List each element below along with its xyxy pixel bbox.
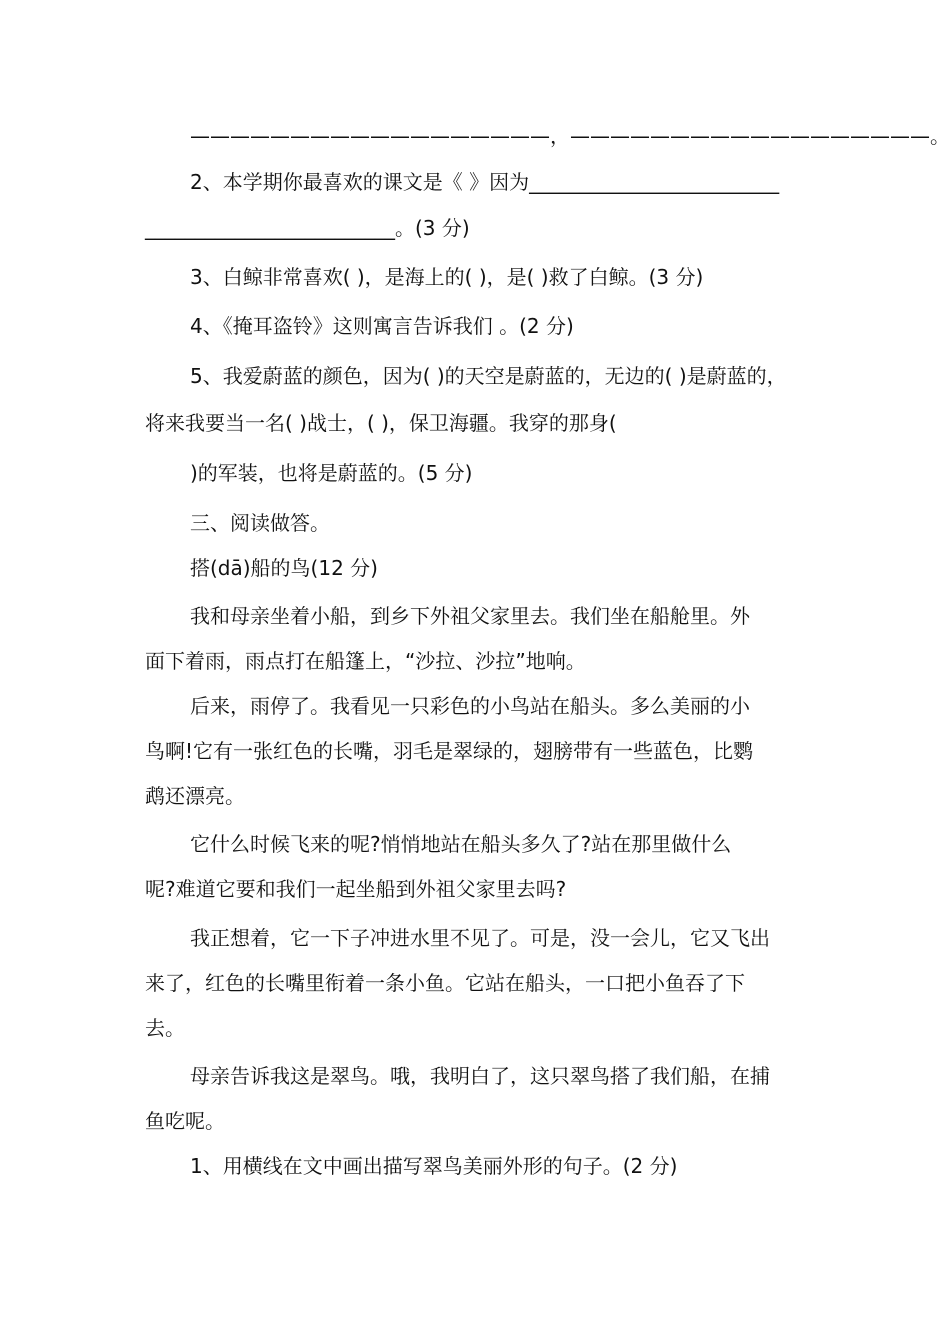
paragraph-3-line-1: 它什么时候飞来的呢?悄悄地站在船头多久了?站在那里做什么 <box>190 832 732 856</box>
question-5-line-1: 5、我爱蔚蓝的颜色，因为( )的天空是蔚蓝的，无边的( )是蔚蓝的， <box>190 364 787 388</box>
question-3: 3、白鲸非常喜欢( )，是海上的( )，是( )救了白鲸。(3 分) <box>190 265 704 289</box>
question-2-line-1: 2、本学期你最喜欢的课文是《 》因为_________________________ <box>190 170 780 194</box>
paragraph-4-line-2: 来了，红色的长嘴里衔着一条小鱼。它站在船头，一口把小鱼吞了下 <box>145 971 745 995</box>
paragraph-2-line-3: 鹉还漂亮。 <box>145 784 245 808</box>
paragraph-1-line-1: 我和母亲坐着小船，到乡下外祖父家里去。我们坐在船舱里。外 <box>190 604 750 628</box>
reading-title: 搭(dā)船的鸟(12 分) <box>190 556 378 580</box>
paragraph-1-line-2: 面下着雨，雨点打在船篷上，“沙拉、沙拉”地响。 <box>145 649 586 673</box>
paragraph-4-line-3: 去。 <box>145 1016 185 1040</box>
question-4: 4、《掩耳盗铃》这则寓言告诉我们 。(2 分) <box>190 314 574 338</box>
paragraph-2-line-1: 后来，雨停了。我看见一只彩色的小鸟站在船头。多么美丽的小 <box>190 694 750 718</box>
paragraph-4-line-1: 我正想着，它一下子冲进水里不见了。可是，没一会儿，它又飞出 <box>190 926 770 950</box>
paragraph-5-line-2: 鱼吃呢。 <box>145 1109 225 1133</box>
paragraph-3-line-2: 呢?难道它要和我们一起坐船到外祖父家里去吗? <box>145 877 567 901</box>
section-3-heading: 三、阅读做答。 <box>190 511 330 535</box>
question-5-line-3: )的军装，也将是蔚蓝的。(5 分) <box>190 461 473 485</box>
paragraph-5-line-1: 母亲告诉我这是翠鸟。哦，我明白了，这只翠鸟搭了我们船，在捕 <box>190 1064 770 1088</box>
question-2-line-2: _________________________。(3 分) <box>145 216 470 240</box>
question-5-line-2: 将来我要当一名( )战士，( )，保卫海疆。我穿的那身( <box>145 411 617 435</box>
reading-question-1: 1、用横线在文中画出描写翠鸟美丽外形的句子。(2 分) <box>190 1154 678 1178</box>
paragraph-2-line-2: 鸟啊!它有一张红色的长嘴，羽毛是翠绿的，翅膀带有一些蓝色，比鹦 <box>145 739 754 763</box>
answer-blank-lines: ——————————————————，——————————————————。 <box>190 124 950 148</box>
